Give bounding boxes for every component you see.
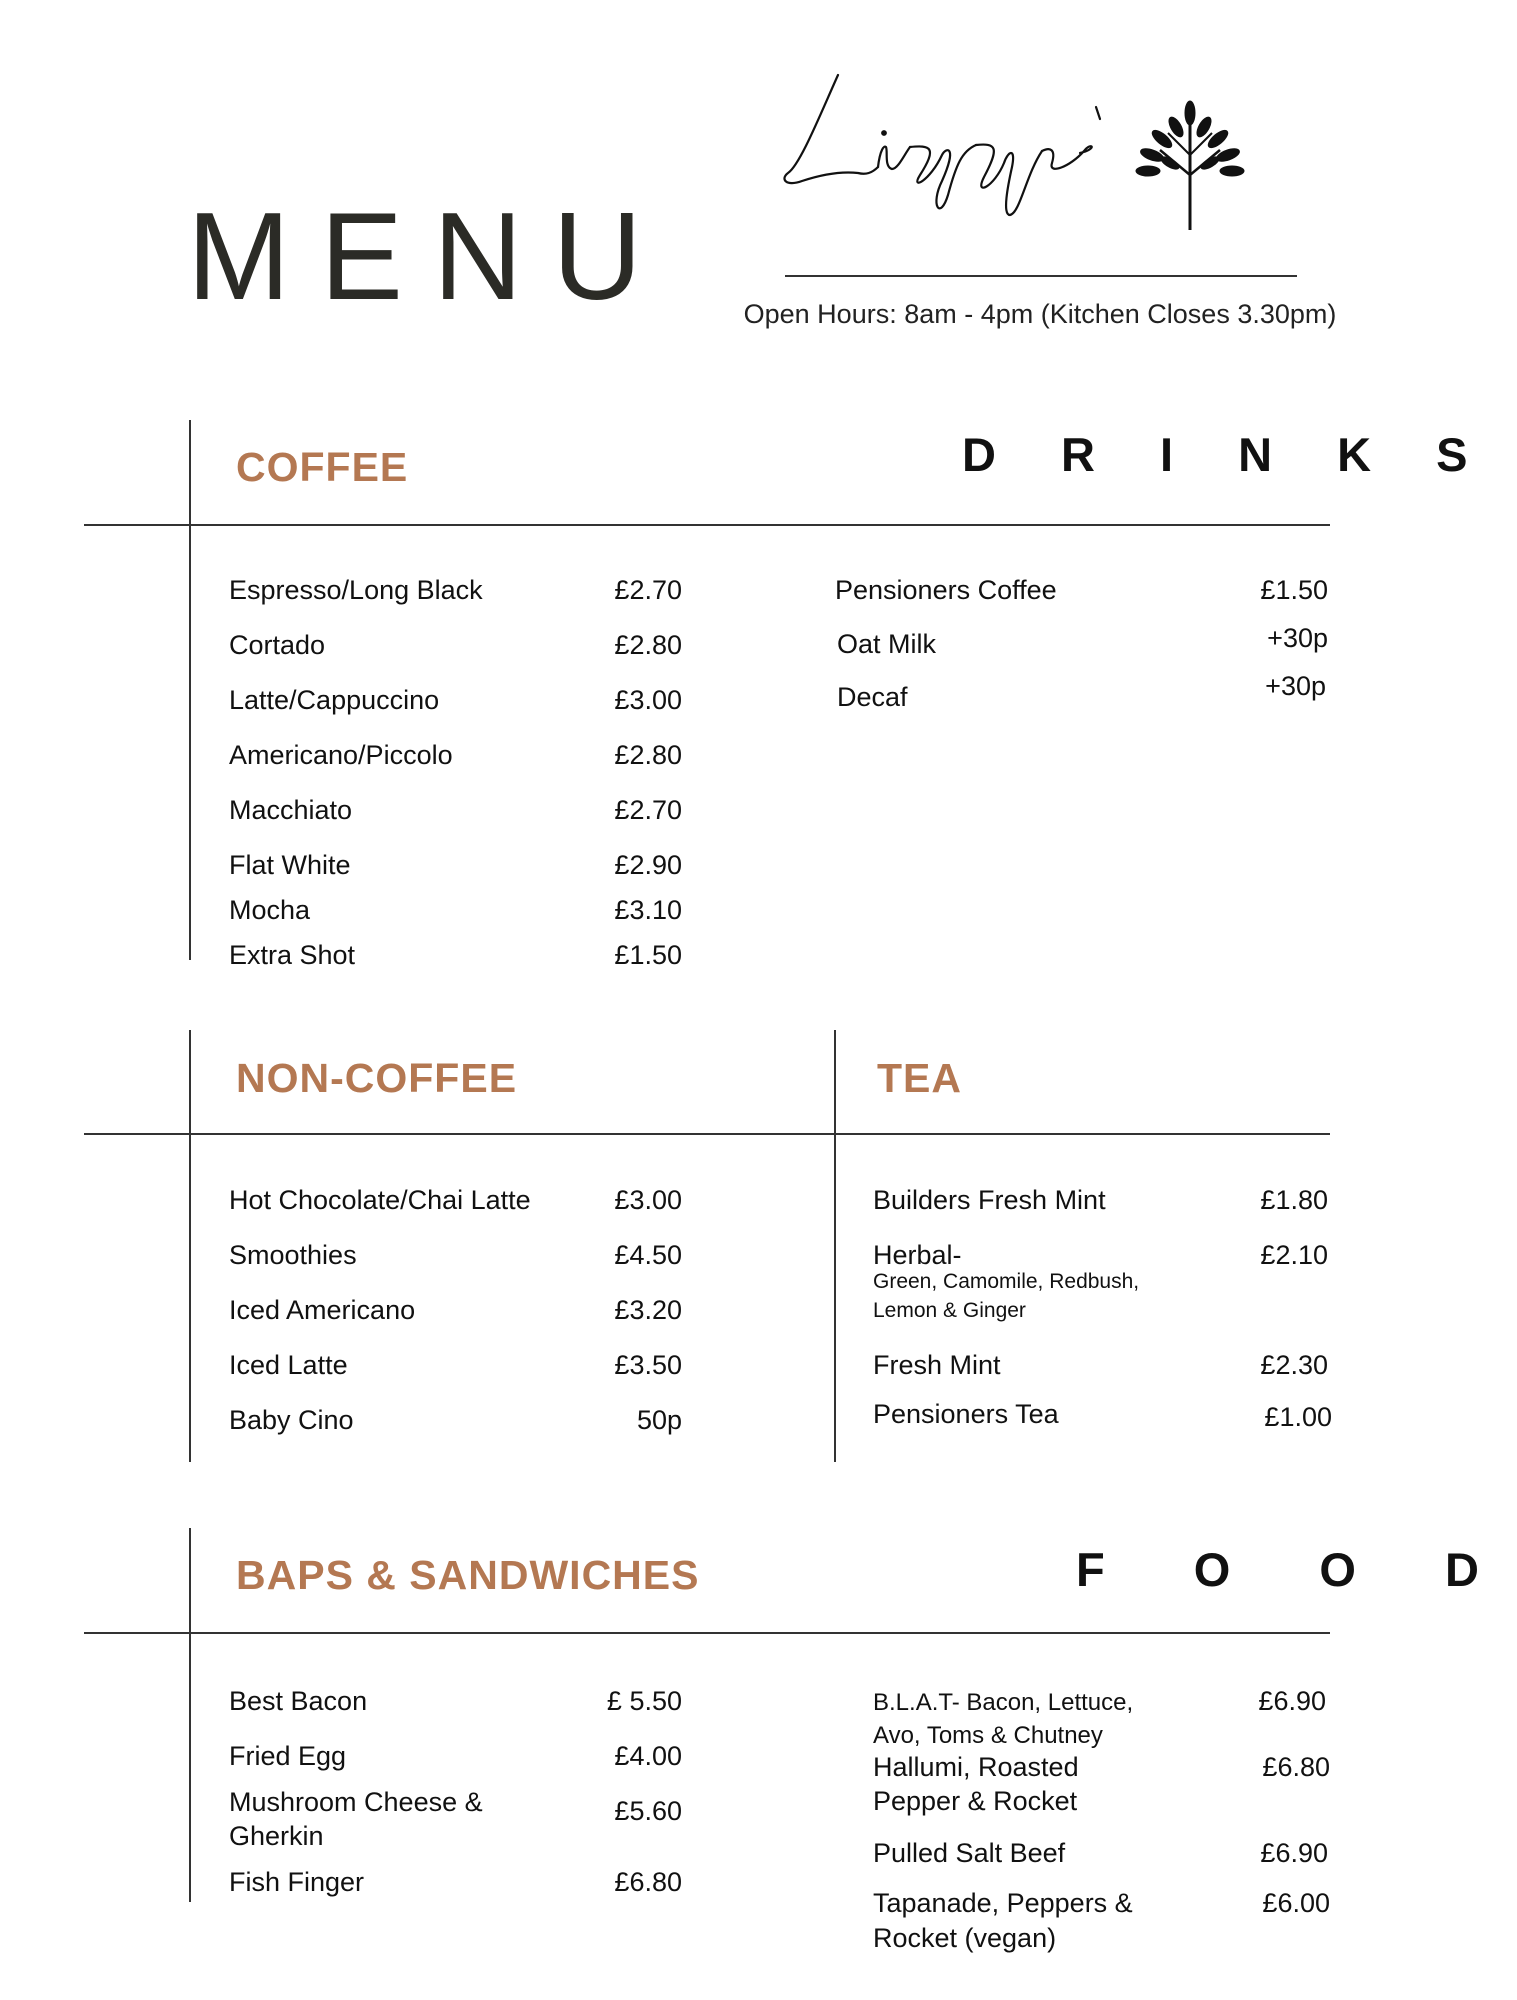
menu-item-price: £1.50	[614, 940, 682, 970]
menu-item-price: £1.80	[1260, 1185, 1328, 1215]
menu-item-name: Fried Egg	[229, 1741, 347, 1771]
coffee-title: COFFEE	[236, 444, 409, 490]
food-label: F O O D	[1076, 1543, 1517, 1596]
menu-item-price: £2.70	[614, 795, 682, 825]
menu-item-name: Iced Latte	[229, 1350, 348, 1380]
menu-item-description: Green, Camomile, Redbush,	[873, 1270, 1140, 1293]
menu-item-name: Gherkin	[229, 1821, 324, 1851]
page-title: MENU	[187, 188, 673, 326]
menu-item-price: £5.60	[614, 1796, 682, 1826]
hours-divider	[785, 275, 1297, 277]
menu-item-name: Baby Cino	[229, 1405, 354, 1435]
menu-item-price: £6.00	[1262, 1888, 1330, 1918]
menu-item-name: Iced Americano	[229, 1295, 416, 1325]
tea-title: TEA	[877, 1055, 962, 1101]
menu-item-price: £3.10	[614, 895, 682, 925]
menu-item-price: £6.80	[614, 1867, 682, 1897]
non-coffee-vertical-rule	[189, 1030, 191, 1462]
menu-item-name: Pensioners Coffee	[835, 575, 1057, 605]
tree-icon	[1136, 101, 1244, 230]
menu-item-name: Mushroom Cheese &	[229, 1787, 483, 1817]
menu-item-name: B.L.A.T- Bacon, Lettuce,	[873, 1689, 1134, 1716]
menu-item-price: £6.90	[1258, 1686, 1326, 1716]
lizzys-logo	[780, 55, 1290, 235]
menu-item-price: £3.20	[614, 1295, 682, 1325]
baps-vertical-rule	[189, 1528, 191, 1902]
menu-item-price: £1.00	[1264, 1402, 1332, 1432]
menu-item-name: Flat White	[229, 850, 351, 880]
menu-item-name: Mocha	[229, 895, 311, 925]
coffee-horizontal-rule	[84, 524, 1330, 526]
menu-item-price: £3.50	[614, 1350, 682, 1380]
menu-item-name: Smoothies	[229, 1240, 357, 1270]
menu-item-price: £3.00	[614, 685, 682, 715]
menu-item-price: £3.00	[614, 1185, 682, 1215]
opening-hours: Open Hours: 8am - 4pm (Kitchen Closes 3.30pm)	[743, 299, 1337, 329]
menu-item-name: Avo, Toms & Chutney	[873, 1722, 1103, 1749]
menu-item-price: 50p	[636, 1405, 682, 1435]
tea-vertical-rule	[834, 1030, 836, 1462]
menu-item-name: Builders Fresh Mint	[873, 1185, 1106, 1215]
menu-item-name: Tapanade, Peppers &	[873, 1888, 1133, 1918]
non-coffee-title: NON-COFFEE	[236, 1055, 518, 1101]
menu-item-name: Cortado	[229, 630, 326, 660]
menu-item-price: £2.30	[1260, 1350, 1328, 1380]
menu-item-name: Espresso/Long Black	[229, 575, 483, 605]
menu-item-name: Pensioners Tea	[873, 1399, 1059, 1429]
menu-item-price: £6.90	[1260, 1838, 1328, 1868]
menu-item-name: Best Bacon	[229, 1686, 368, 1716]
menu-item-name: Hallumi, Roasted	[873, 1752, 1079, 1782]
menu-item-name: Herbal-	[873, 1240, 962, 1270]
baps-title: BAPS & SANDWICHES	[236, 1552, 700, 1598]
menu-item-name: Macchiato	[229, 795, 353, 825]
menu-item-price: +30p	[1267, 623, 1328, 653]
menu-item-name: Pepper & Rocket	[873, 1786, 1078, 1816]
menu-item-price: £2.70	[614, 575, 682, 605]
baps-horizontal-rule	[84, 1632, 1330, 1634]
menu-item-price: £6.80	[1262, 1752, 1330, 1782]
coffee-vertical-rule	[189, 420, 191, 960]
menu-item-name: Fresh Mint	[873, 1350, 1001, 1380]
menu-item-name: Oat Milk	[837, 629, 937, 659]
menu-item-name: Extra Shot	[229, 940, 356, 970]
menu-item-name: Rocket (vegan)	[873, 1923, 1057, 1953]
menu-item-price: £2.10	[1260, 1240, 1328, 1270]
menu-item-price: £2.90	[614, 850, 682, 880]
logo-graphic	[780, 55, 1290, 235]
drinks-label: D R I N K S	[962, 428, 1494, 481]
menu-item-price: £ 5.50	[606, 1686, 682, 1716]
menu-item-price: £2.80	[614, 740, 682, 770]
non-coffee-horizontal-rule	[84, 1133, 1330, 1135]
menu-item-name: Fish Finger	[229, 1867, 365, 1897]
menu-item-name: Hot Chocolate/Chai Latte	[229, 1185, 531, 1215]
menu-item-description: Lemon & Ginger	[873, 1299, 1026, 1322]
menu-item-price: £4.50	[614, 1240, 682, 1270]
menu-item-name: Americano/Piccolo	[229, 740, 453, 770]
menu-item-price: +30p	[1265, 671, 1326, 701]
menu-item-name: Latte/Cappuccino	[229, 685, 440, 715]
menu-item-name: Decaf	[837, 682, 908, 712]
menu-item-price: £1.50	[1260, 575, 1328, 605]
menu-item-price: £4.00	[614, 1741, 682, 1771]
menu-item-price: £2.80	[614, 630, 682, 660]
menu-item-name: Pulled Salt Beef	[873, 1838, 1066, 1868]
